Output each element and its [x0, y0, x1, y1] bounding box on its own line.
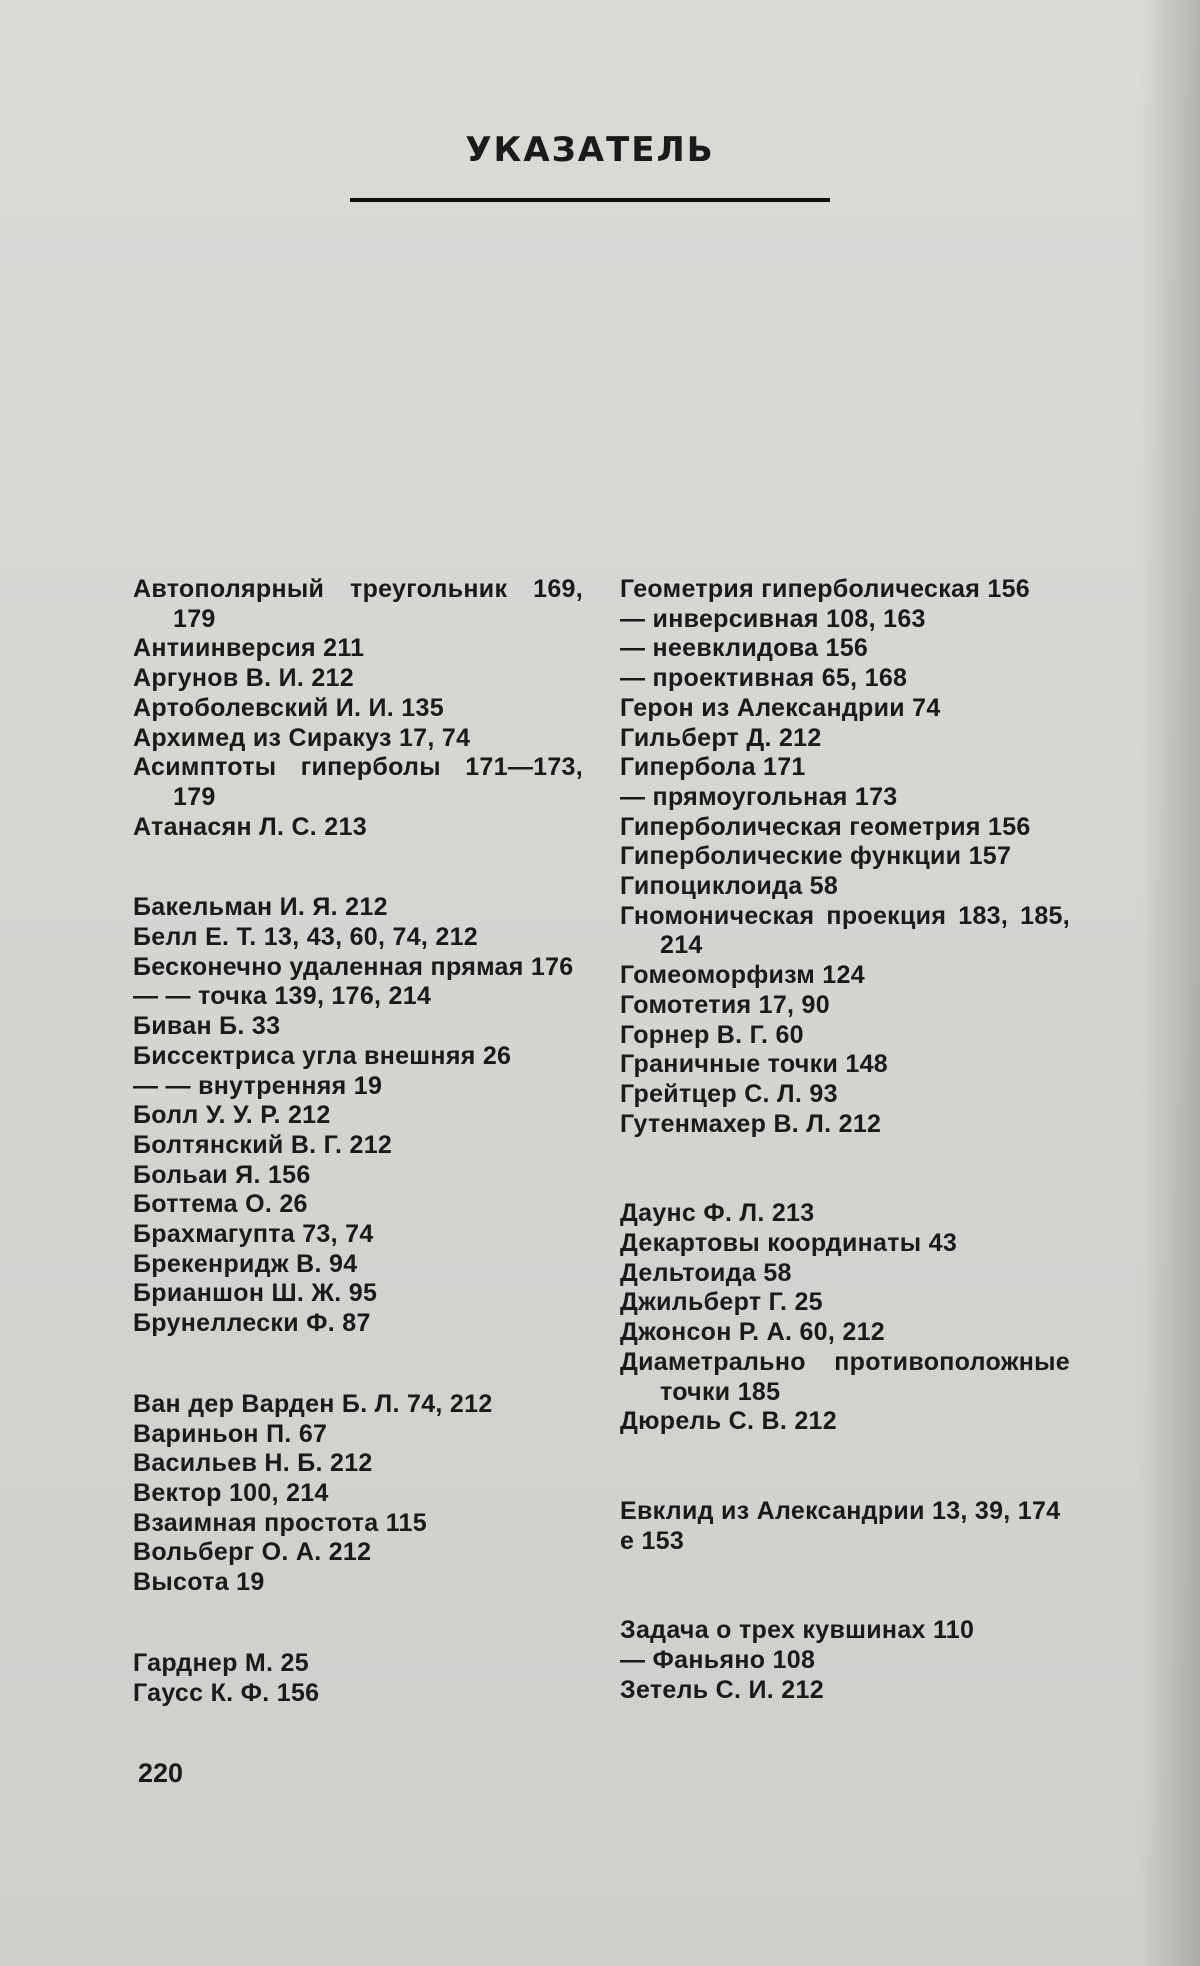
index-entry: Высота 19 [133, 1568, 265, 1597]
index-entry: Декартовы координаты 43 [620, 1229, 958, 1258]
index-entry: Аргунов В. И. 212 [133, 664, 354, 693]
index-entry: Больаи Я. 156 [133, 1160, 311, 1189]
index-entry: — проективная 65, 168 [620, 664, 908, 693]
index-group-d [620, 1199, 1070, 1437]
index-entry: Биссектриса угла внешняя 26 [133, 1041, 512, 1070]
index-entry: Васильев Н. Б. 212 [133, 1449, 373, 1478]
index-entry: Зетель С. И. 212 [620, 1675, 824, 1704]
index-entry: Гомотетия 17, 90 [620, 990, 830, 1019]
index-entry: Джильберт Г. 25 [620, 1288, 823, 1317]
index-group-e [620, 1497, 1070, 1556]
index-entry: Брианшон Ш. Ж. 95 [133, 1279, 378, 1308]
page-title: УКАЗАТЕЛЬ [465, 130, 715, 170]
index-column-left [133, 575, 583, 1708]
index-entry: — — точка 139, 176, 214 [133, 982, 432, 1011]
index-group-v [133, 1390, 583, 1598]
index-entry: Ван дер Варден Б. Л. 74, 212 [133, 1389, 493, 1418]
index-entry: Болл У. У. Р. 212 [133, 1101, 331, 1130]
index-entry: Боттема О. 26 [133, 1190, 308, 1219]
index-entry: Гипербола 171 [620, 753, 806, 782]
index-entry: Даунс Ф. Л. 213 [620, 1199, 815, 1228]
index-entry: Гутенмахер В. Л. 212 [620, 1109, 882, 1138]
index-entry: Антиинверсия 211 [133, 634, 365, 663]
index-entry: Гномоническая проекция 183, 185, 214 [620, 901, 1070, 960]
index-entry: Джонсон Р. А. 60, 212 [620, 1318, 885, 1347]
index-entry: Задача о трех кувшинах 110 [620, 1616, 975, 1645]
index-entry: — прямоугольная 173 [620, 782, 898, 811]
index-entry: Гаусс К. Ф. 156 [133, 1678, 320, 1707]
index-entry: Герон из Александрии 74 [620, 693, 941, 722]
index-entry: Взаимная простота 115 [133, 1508, 427, 1537]
index-entry: Атанасян Л. С. 213 [133, 812, 367, 841]
index-entry: Вариньон П. 67 [133, 1419, 328, 1448]
index-group-a [133, 575, 583, 842]
index-entry: — инверсивная 108, 163 [620, 604, 926, 633]
index-entry: — Фаньяно 108 [620, 1646, 816, 1675]
index-entry: Гипоциклоида 58 [620, 872, 839, 901]
index-entry: Артоболевский И. И. 135 [133, 693, 444, 722]
index-group-g2 [620, 575, 1070, 1139]
index-entry: Архимед из Сиракуз 17, 74 [133, 723, 471, 752]
index-entry: Брекенридж В. 94 [133, 1249, 358, 1278]
index-group-z [620, 1616, 1070, 1705]
index-entry: Гарднер М. 25 [133, 1648, 309, 1677]
page-number: 220 [138, 1758, 184, 1788]
index-entry: — неевклидова 156 [620, 634, 869, 663]
index-column-right [620, 575, 1070, 1706]
index-entry: Горнер В. Г. 60 [620, 1020, 804, 1049]
index-entry: Брахмагупта 73, 74 [133, 1220, 374, 1249]
index-entry: Гомеоморфизм 124 [620, 961, 865, 990]
index-entry: Граничные точки 148 [620, 1050, 888, 1079]
index-entry: Диаметрально противоположные точки 185 [620, 1347, 1070, 1406]
index-entry: Бесконечно удаленная прямая 176 [133, 952, 574, 981]
index-entry: Дельтоида 58 [620, 1258, 792, 1287]
index-entry: Грейтцер С. Л. 93 [620, 1079, 838, 1108]
index-entry: Вольберг О. А. 212 [133, 1538, 372, 1567]
index-entry: Автополярный треугольник 169, 179 [133, 575, 583, 633]
index-group-g [133, 1649, 583, 1708]
index-entry: Болтянский В. Г. 212 [133, 1130, 393, 1159]
index-entry: Гиперболическая геометрия 156 [620, 812, 1031, 841]
index-entry: Дюрель С. В. 212 [620, 1407, 837, 1436]
index-entry: Белл Е. Т. 13, 43, 60, 74, 212 [133, 923, 478, 952]
index-entry: Гиперболические функции 157 [620, 842, 1012, 871]
index-entry: e 153 [620, 1526, 685, 1555]
index-entry: Асимптоты гиперболы 171—173, 179 [133, 753, 583, 811]
index-group-b [133, 893, 583, 1339]
index-entry: Геометрия гиперболическая 156 [620, 575, 1030, 603]
page-edge-shadow [1140, 0, 1200, 1966]
index-entry: — — внутренняя 19 [133, 1071, 383, 1100]
title-underline [350, 198, 830, 202]
index-entry: Бакельман И. Я. 212 [133, 893, 388, 922]
index-entry: Евклид из Александрии 13, 39, 174 [620, 1496, 1061, 1525]
index-entry: Биван Б. 33 [133, 1012, 281, 1041]
index-entry: Брунеллески Ф. 87 [133, 1309, 371, 1338]
index-entry: Гильберт Д. 212 [620, 723, 822, 752]
index-entry: Вектор 100, 214 [133, 1478, 329, 1507]
